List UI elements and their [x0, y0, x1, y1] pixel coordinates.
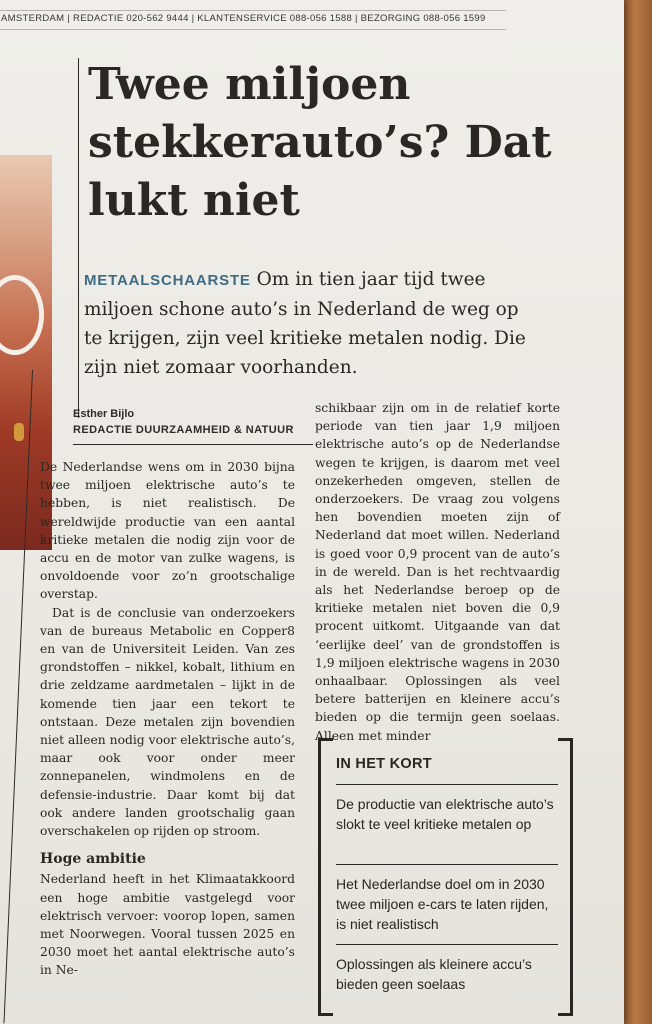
- author-desk: REDACTIE DUURZAAMHEID & NATUUR: [73, 422, 313, 445]
- summary-title: IN HET KORT: [336, 756, 432, 772]
- lead-kicker: METAALSCHAARSTE: [84, 272, 251, 289]
- summary-divider: [336, 944, 558, 945]
- summary-divider: [336, 864, 558, 865]
- lead-text: Om in tien jaar tijd twee miljoen schone auto’s in Nederland de weg op te krijgen, zijn veel kritieke metalen nodig. Die zijn niet zomaar voorhanden.: [84, 269, 526, 378]
- author-name: Esther Bijlo: [73, 408, 135, 420]
- summary-item: Het Nederlandse doel om in 2030 twee miljoen e-cars te laten rijden, is niet realistisch: [336, 876, 549, 932]
- summary-bracket-right: [558, 738, 573, 1016]
- photo-detail-ornament: [14, 423, 24, 441]
- summary-box: [318, 738, 573, 1010]
- article-column-2: [315, 399, 560, 745]
- paragraph: Dat is de conclusie van onderzoekers van de bureaus Metabolic en Copper8 en van de Universiteit Leiden. Van zes grondstoffen – nikkel, kobalt, lithium en drie zeldzame aardmetalen – lijkt in de komende tien jaar een tekort te ontstaan. Deze metalen zijn bovendien niet alleen nodig voor elektrische auto’s, maar ook voor onder meer zonnepanelen, windmolens en de defensie-industrie. Daar komt bij dat ook andere landen grootschalig gaan overschakelen op rijden op stroom.: [40, 605, 295, 839]
- paragraph: schikbaar zijn om in de relatief korte periode van tien jaar 1,9 miljoen elektrische auto’s op de Nederlandse wegen te krijgen, is daarom met veel onzekerheden omgeven, stellen de onderzoekers. De vraag zou volgens hen bovendien moeten zijn of Nederland dat moet willen. Nederland is goed voor 0,9 procent van de auto’s in de wereld. Dan is het rechtvaardig als het Nederlandse beroep op de kritieke metalen niet boven die 0,9 procent uitkomt. Uitgaande van dat ‘eerlijke deel’ van de grondstoffen is 1,9 miljoen elektrische wagens in 2030 onhaalbaar. Oplossingen als veel betere batterijen en kleinere accu’s bieden op die termijn geen soelaas. Alleen met minder: [315, 401, 560, 743]
- article-column-1: [40, 458, 295, 980]
- subheading: Hoge ambitie: [40, 851, 146, 868]
- summary-item: De productie van elektrische auto’s slokt te veel kritieke metalen op: [336, 796, 554, 832]
- photo-detail-swirl: [0, 275, 44, 355]
- summary-bracket-left: [318, 738, 333, 1016]
- headline: Twee miljoen stekkerauto’s? Dat lukt niet: [88, 59, 552, 226]
- summary-divider: [336, 784, 558, 785]
- paragraph: Nederland heeft in het Klimaatakkoord een hoge ambitie vastgelegd voor elektrisch vervoer: voorop lopen, samen met Noorwegen. Vooral tussen 2025 en 2030 moet het aantal elektrische auto’s in Ne-: [40, 872, 295, 978]
- lead-paragraph: [84, 265, 534, 382]
- summary-item: Oplossingen als kleinere accu’s bieden geen soelaas: [336, 956, 532, 992]
- masthead-strip: AMSTERDAM | REDACTIE 020-562 9444 | KLANTENSERVICE 088-056 1588 | BEZORGING 088-056 1599: [0, 10, 506, 30]
- wooden-table-edge: [622, 0, 652, 1024]
- byline: [73, 406, 313, 445]
- paragraph: De Nederlandse wens om in 2030 bijna twee miljoen elektrische auto’s te hebben, is niet realistisch. De wereldwijde productie van een aantal kritieke metalen die nodig zijn voor de accu en de motor van zulke wagens, is onvoldoende voor zo’n grootschalige overstap.: [40, 460, 295, 602]
- column-divider-top: [78, 58, 79, 418]
